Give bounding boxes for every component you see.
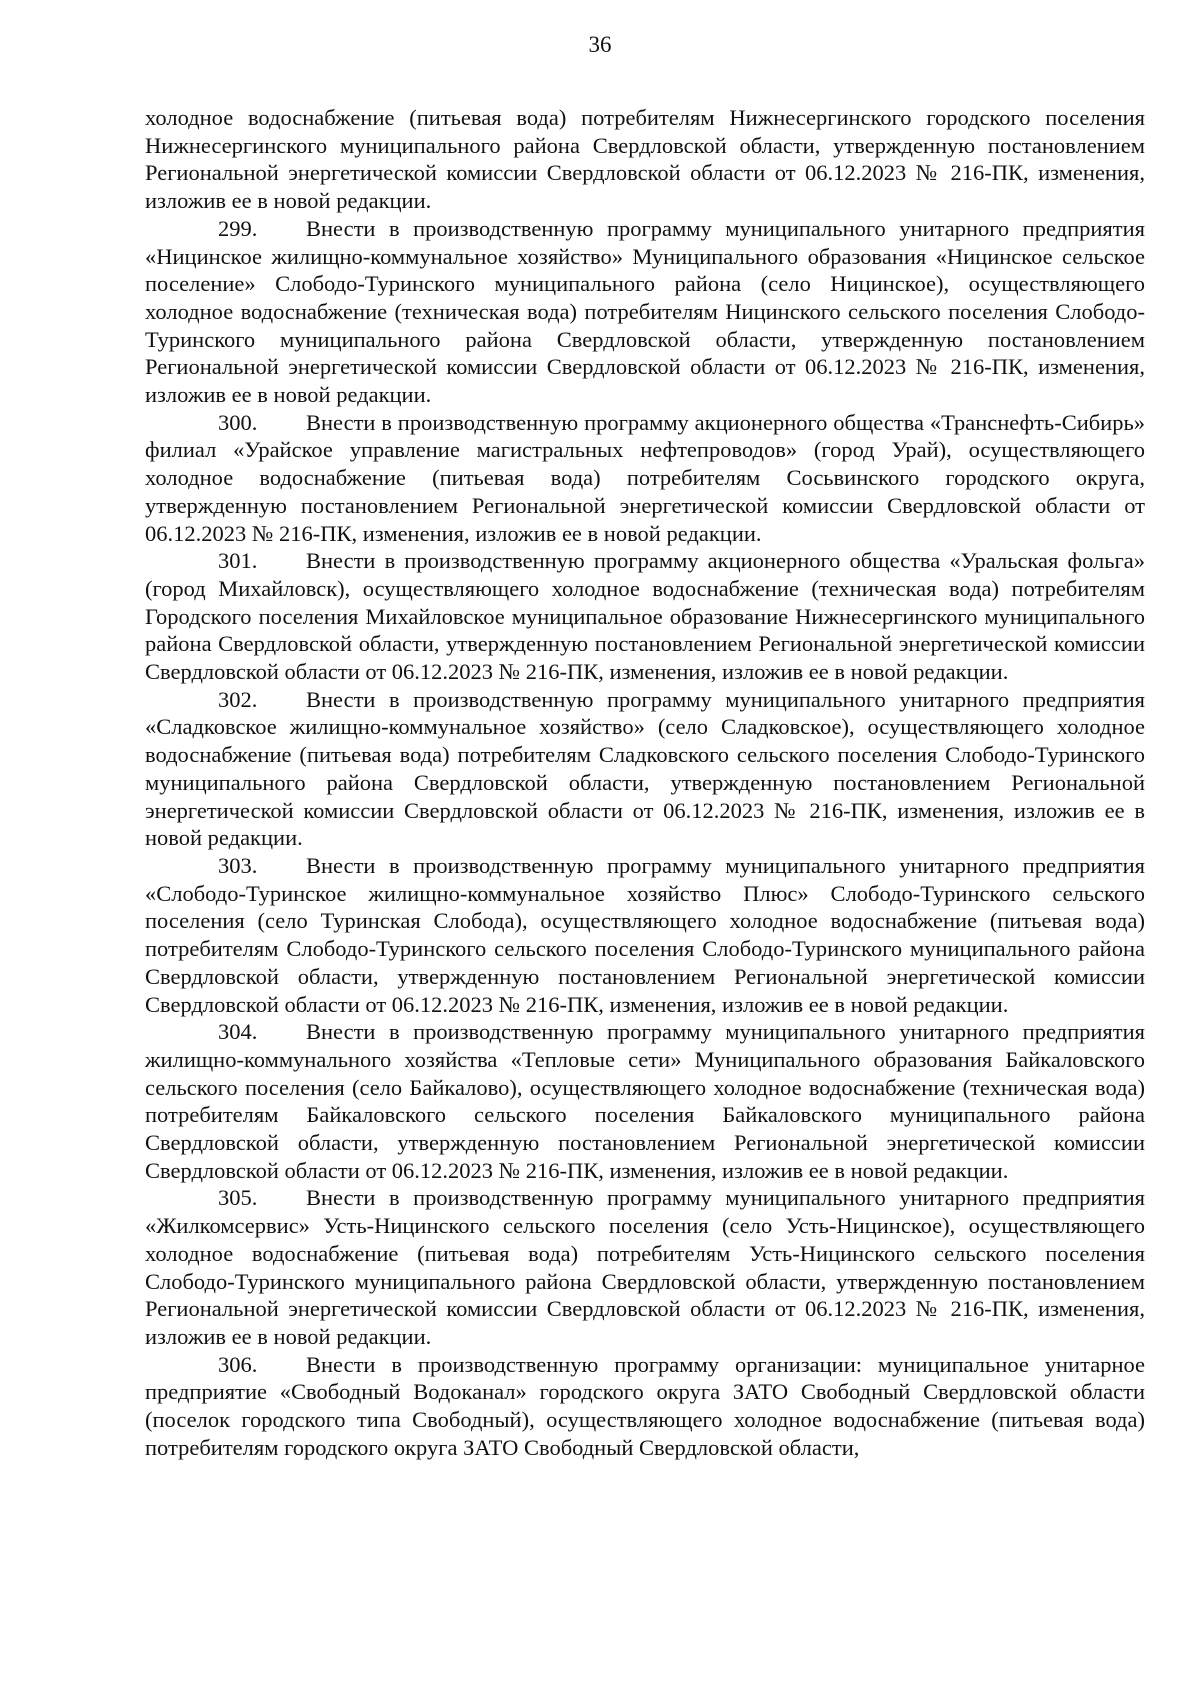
item-text: Внести в производственную программу организации: муниципальное унитарное предприятие «Свободный Водоканал» городского округа ЗАТО Свободный Свердловской области (поселок городского типа Свободный), осуществляющего холодное водоснабжение (питьевая вода) потребителям городского округа ЗАТО Свободный Свердловской области, — [145, 1351, 1145, 1460]
item-text: Внести в производственную программу акционерного общества «Уральская фольга» (город Михайловск), осуществляющего холодное водоснабжение (техническая вода) потребителям Городского поселения Михайловское муниципальное образование Нижнесергинского муниципального района Свердловской области, утвержденную постановлением Региональной энергетической комиссии Свердловской области от 06.12.2023 № 216-ПК, изменения, изложив ее в новой редакции. — [145, 548, 1145, 685]
item-number: 300. — [218, 409, 258, 435]
item-305 — [145, 1184, 1145, 1350]
continuation-paragraph: холодное водоснабжение (питьевая вода) потребителям Нижнесергинского городского поселения Нижнесергинского муниципального района Свердловской области, утвержденную постановлением Региональной энергетической комиссии Свердловской области от 06.12.2023 № 216-ПК, изменения, изложив ее в новой редакции. — [145, 105, 1145, 214]
item-299 — [145, 215, 1145, 409]
item-number: 305. — [218, 1185, 258, 1211]
item-number: 299. — [218, 215, 258, 241]
item-text: Внести в производственную программу акционерного общества «Транснефть-Сибирь» филиал «Урайское управление магистральных нефтепроводов» (город Урай), осуществляющего холодное водоснабжение (питьевая вода) потребителям Сосьвинского городского округа, утвержденную постановлением Региональной энергетической комиссии Свердловской области от 06.12.2023 № 216-ПК, изменения, изложив ее в новой редакции. — [145, 409, 1145, 546]
item-text: Внести в производственную программу муниципального унитарного предприятия «Сладковское жилищно-коммунальное хозяйство» (село Сладковское), осуществляющего холодное водоснабжение (питьевая вода) потребителям Сладковского сельского поселения Слободо-Туринского муниципального района Свердловской области, утвержденную постановлением Региональной энергетической комиссии Свердловской области от 06.12.2023 № 216-ПК, изменения, изложив ее в новой редакции. — [145, 686, 1145, 851]
page-number: 36 — [588, 32, 612, 57]
item-303 — [145, 852, 1145, 1018]
item-304 — [145, 1018, 1145, 1184]
item-text: Внести в производственную программу муниципального унитарного предприятия «Слободо-Туринское жилищно-коммунальное хозяйство Плюс» Слободо-Туринского сельского поселения (село Туринская Слобода), осуществляющего холодное водоснабжение (питьевая вода) потребителям Слободо-Туринского сельского поселения Слободо-Туринского муниципального района Свердловской области, утвержденную постановлением Региональной энергетической комиссии Свердловской области от 06.12.2023 № 216-ПК, изменения, изложив ее в новой редакции. — [145, 852, 1145, 1017]
item-301 — [145, 547, 1145, 686]
item-text: Внести в производственную программу муниципального унитарного предприятия «Ницинское жилищно-коммунальное хозяйство» Муниципального образования «Ницинское сельское поселение» Слободо-Туринского муниципального района (село Ницинское), осуществляющего холодное водоснабжение (техническая вода) потребителям Ницинского сельского поселения Слободо-Туринского муниципального района Свердловской области, утвержденную постановлением Региональной энергетической комиссии Свердловской области от 06.12.2023 № 216-ПК, изменения, изложив ее в новой редакции. — [145, 215, 1145, 408]
item-300 — [145, 409, 1145, 548]
document-body — [145, 104, 1145, 1461]
item-number: 303. — [218, 852, 258, 878]
item-number: 306. — [218, 1351, 258, 1377]
item-text: Внести в производственную программу муниципального унитарного предприятия «Жилкомсервис» Усть-Ницинского сельского поселения (село Усть-Ницинское), осуществляющего холодное водоснабжение (питьевая вода) потребителям Усть-Ницинского сельского поселения Слободо-Туринского муниципального района Свердловской области, утвержденную постановлением Региональной энергетической комиссии Свердловской области от 06.12.2023 № 216-ПК, изменения, изложив ее в новой редакции. — [145, 1185, 1145, 1349]
item-302 — [145, 686, 1145, 852]
item-306 — [145, 1351, 1145, 1462]
item-number: 301. — [218, 548, 258, 574]
item-text: Внести в производственную программу муниципального унитарного предприятия жилищно-коммунального хозяйства «Тепловые сети» Муниципального образования Байкаловского сельского поселения (село Байкалово), осуществляющего холодное водоснабжение (техническая вода) потребителям Байкаловского сельского поселения Байкаловского муниципального района Свердловской области, утвержденную постановлением Региональной энергетической комиссии Свердловской области от 06.12.2023 № 216-ПК, изменения, изложив ее в новой редакции. — [145, 1019, 1145, 1183]
item-number: 304. — [218, 1019, 258, 1045]
item-number: 302. — [218, 686, 258, 712]
